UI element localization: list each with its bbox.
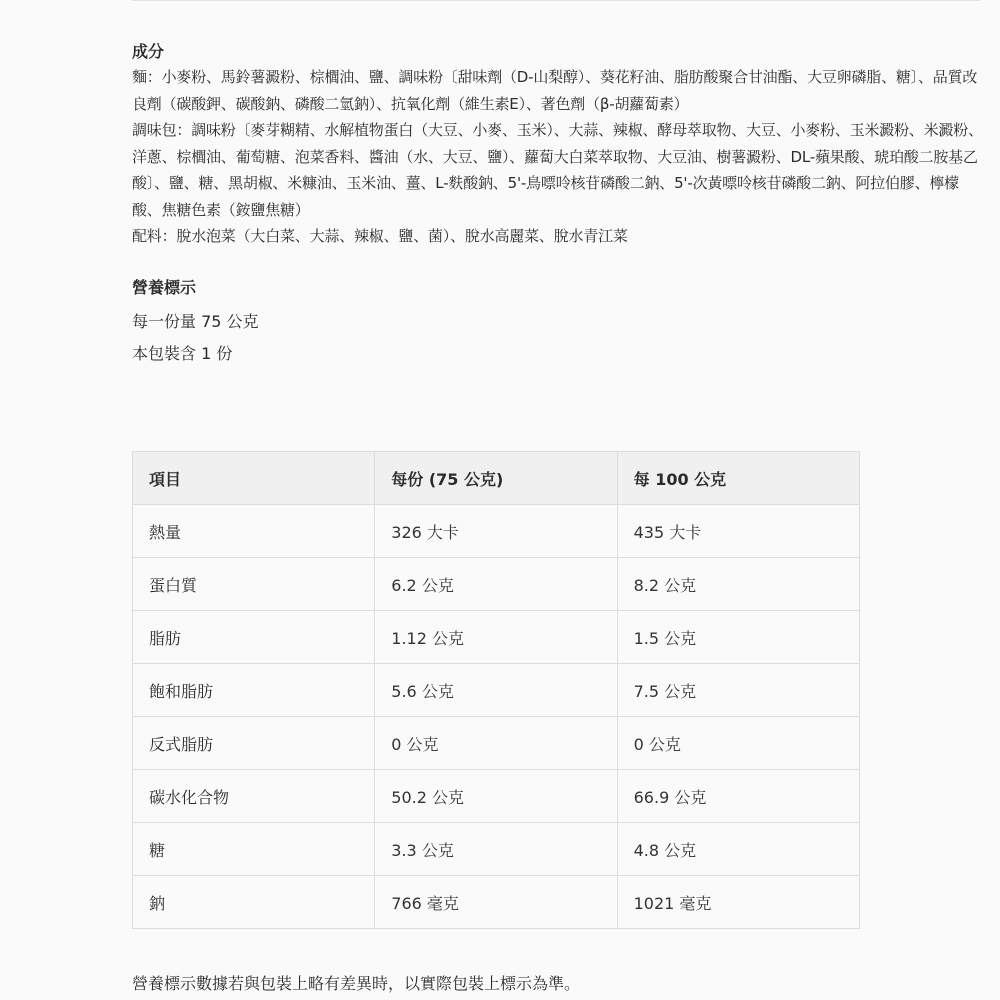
nutrition-heading: 營養標示: [132, 277, 197, 297]
nutrient-name: 鈉: [133, 876, 375, 929]
per-serving-value: 5.6 公克: [375, 664, 617, 717]
nutrition-table-header: [133, 452, 860, 505]
nutrient-name: 飽和脂肪: [133, 664, 375, 717]
nutrient-name: 糖: [133, 823, 375, 876]
per-serving-value: 766 毫克: [375, 876, 617, 929]
table-row: [133, 823, 860, 876]
nutrient-name: 碳水化合物: [133, 770, 375, 823]
ingredients-noodle: 麵：小麥粉、馬鈴薯澱粉、棕櫚油、鹽、調味粉〔甜味劑（D-山梨醇）、葵花籽油、脂肪酸聚合甘油酯、大豆卵磷脂、糖〕、品質改良劑（碳酸鉀、碳酸鈉、磷酸二氫鈉）、抗氧化劑（維生素E）、著色劑（β-胡蘿蔔素）: [132, 68, 978, 113]
per-100g-value: 4.8 公克: [617, 823, 859, 876]
nutrient-name: 脂肪: [133, 611, 375, 664]
per-100g-value: 66.9 公克: [617, 770, 859, 823]
nutrition-table: [132, 451, 860, 929]
product-info: [132, 40, 988, 370]
per-100g-value: 1021 毫克: [617, 876, 859, 929]
column-header-per-serving: 每份 (75 公克): [375, 452, 617, 505]
per-serving-value: 3.3 公克: [375, 823, 617, 876]
per-serving-value: 0 公克: [375, 717, 617, 770]
table-row: [133, 770, 860, 823]
per-100g-value: 8.2 公克: [617, 558, 859, 611]
servings-per-pack: 本包裝含 1 份: [132, 343, 233, 363]
ingredients-list: [132, 64, 988, 250]
column-header-per-100g: 每 100 公克: [617, 452, 859, 505]
nutrient-name: 熱量: [133, 505, 375, 558]
per-serving-value: 6.2 公克: [375, 558, 617, 611]
nutrient-name: 反式脂肪: [133, 717, 375, 770]
serving-size: 每一份量 75 公克: [132, 311, 259, 331]
table-row: [133, 558, 860, 611]
nutrient-name: 蛋白質: [133, 558, 375, 611]
column-header-item: 項目: [133, 452, 375, 505]
table-row: [133, 505, 860, 558]
table-header-row: [133, 452, 860, 505]
per-100g-value: 0 公克: [617, 717, 859, 770]
nutrition-footnote: 營養標示數據若與包裝上略有差異時，以實際包裝上標示為準。: [132, 974, 581, 993]
ingredients-garnish: 配料：脫水泡菜（大白菜、大蒜、辣椒、鹽、菌）、脫水高麗菜、脫水青江菜: [132, 227, 628, 245]
top-divider: [132, 0, 980, 1]
ingredients-seasoning: 調味包：調味粉〔麥芽糊精、水解植物蛋白（大豆、小麥、玉米）、大蒜、辣椒、酵母萃取物、大豆、小麥粉、玉米澱粉、米澱粉、洋蔥、棕櫚油、葡萄糖、泡菜香料、醬油（水、大豆、鹽）、蘿蔔大白菜萃取物、大豆油、樹薯澱粉、DL-蘋果酸、琥珀酸二胺基乙酸〕、鹽、糖、黑胡椒、米糠油、玉米油、薑、L-麩酸鈉、5'-鳥嘌呤核苷磷酸二鈉、5'-次黃嘌呤核苷磷酸二鈉、阿拉伯膠、檸檬酸、焦糖色素（銨鹽焦糖）: [132, 121, 983, 219]
ingredients-heading: 成分: [132, 42, 165, 61]
table-row: [133, 717, 860, 770]
table-row: [133, 664, 860, 717]
serving-info: [132, 306, 988, 370]
per-100g-value: 1.5 公克: [617, 611, 859, 664]
table-row: [133, 876, 860, 929]
per-serving-value: 50.2 公克: [375, 770, 617, 823]
per-100g-value: 7.5 公克: [617, 664, 859, 717]
per-serving-value: 326 大卡: [375, 505, 617, 558]
table-row: [133, 611, 860, 664]
per-100g-value: 435 大卡: [617, 505, 859, 558]
per-serving-value: 1.12 公克: [375, 611, 617, 664]
nutrition-table-body: [133, 505, 860, 929]
